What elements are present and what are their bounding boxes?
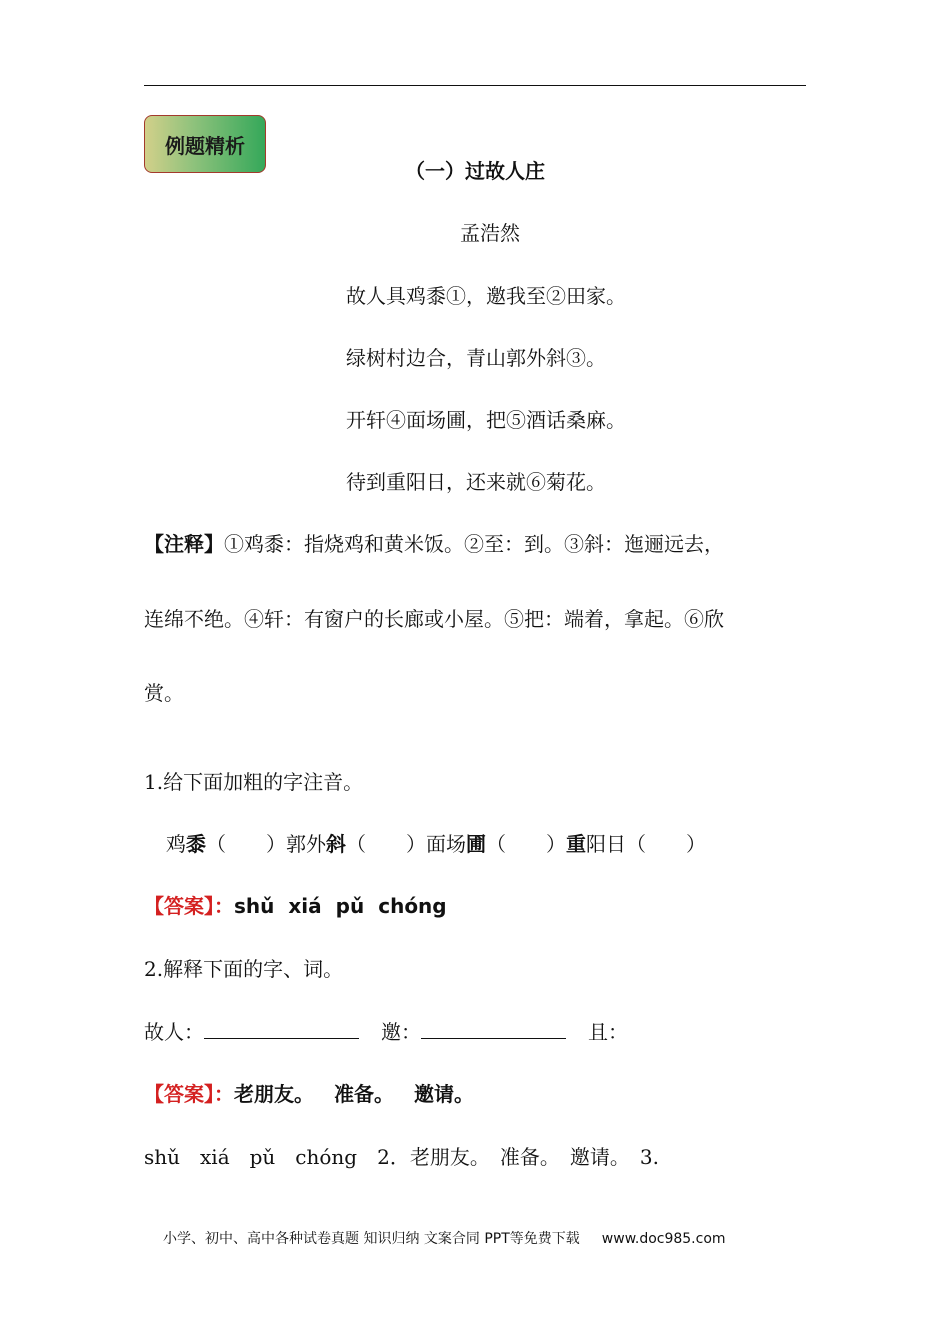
poem-title: （一）过故人庄 [405, 159, 545, 183]
question-1: 1.给下面加粗的字注音。 [144, 770, 364, 794]
q1-item: 重阳日（ ） [566, 832, 706, 856]
q1-item: 郭外斜（ ） [286, 832, 426, 856]
answer-summary: shǔ xiá pǔ chóng 2．老朋友。 准备。 邀请。 3. [144, 1145, 659, 1169]
answer-label: 【答案】： [144, 894, 234, 918]
answer-value: 老朋友。 [234, 1082, 314, 1106]
question-1-items [166, 828, 706, 857]
answer-label: 【答案】： [144, 1082, 234, 1106]
footer [163, 1228, 726, 1248]
question-2-terms [144, 1016, 628, 1045]
answer-1 [144, 890, 461, 919]
notes-line-1 [144, 528, 724, 557]
answer-2 [144, 1078, 474, 1107]
answer-blank[interactable] [204, 1016, 359, 1039]
footer-text: 小学、初中、高中各种试卷真题 知识归纳 文案合同 PPT等免费下载 [163, 1231, 580, 1247]
poem-line: 待到重阳日，还来就⑥菊花。 [346, 470, 606, 494]
answer-blank[interactable] [421, 1016, 566, 1039]
poem-line: 绿树村边合，青山郭外斜③。 [346, 346, 606, 370]
q1-item: 面场圃（ ） [426, 832, 566, 856]
notes-line-3: 赏。 [144, 681, 184, 705]
answer-value: 邀请。 [414, 1082, 474, 1106]
term-label: 故人： [144, 1020, 204, 1044]
q1-item: 鸡黍（ ） [166, 832, 286, 856]
question-2: 2.解释下面的字、词。 [144, 957, 344, 981]
poem-line: 故人具鸡黍①，邀我至②田家。 [346, 284, 626, 308]
term-label: 且： [588, 1020, 628, 1044]
section-badge: 例题精析 [144, 115, 266, 173]
footer-url[interactable]: www.doc985.com [601, 1231, 726, 1247]
notes-label: 【注释】 [144, 532, 224, 556]
notes-text: ①鸡黍：指烧鸡和黄米饭。②至：到。③斜：迤逦远去， [224, 532, 724, 556]
answer-value: pǔ [335, 894, 365, 918]
answer-value: chóng [378, 894, 447, 918]
answer-value: shǔ [234, 894, 275, 918]
poem-line: 开轩④面场圃，把⑤酒话桑麻。 [346, 408, 626, 432]
header-rule [144, 85, 806, 86]
answer-value: xiá [288, 894, 322, 918]
notes-line-2: 连绵不绝。④轩：有窗户的长廊或小屋。⑤把：端着，拿起。⑥欣 [144, 607, 724, 631]
answer-value: 准备。 [334, 1082, 394, 1106]
poem-author: 孟浩然 [460, 221, 520, 245]
term-label: 邀： [381, 1020, 421, 1044]
